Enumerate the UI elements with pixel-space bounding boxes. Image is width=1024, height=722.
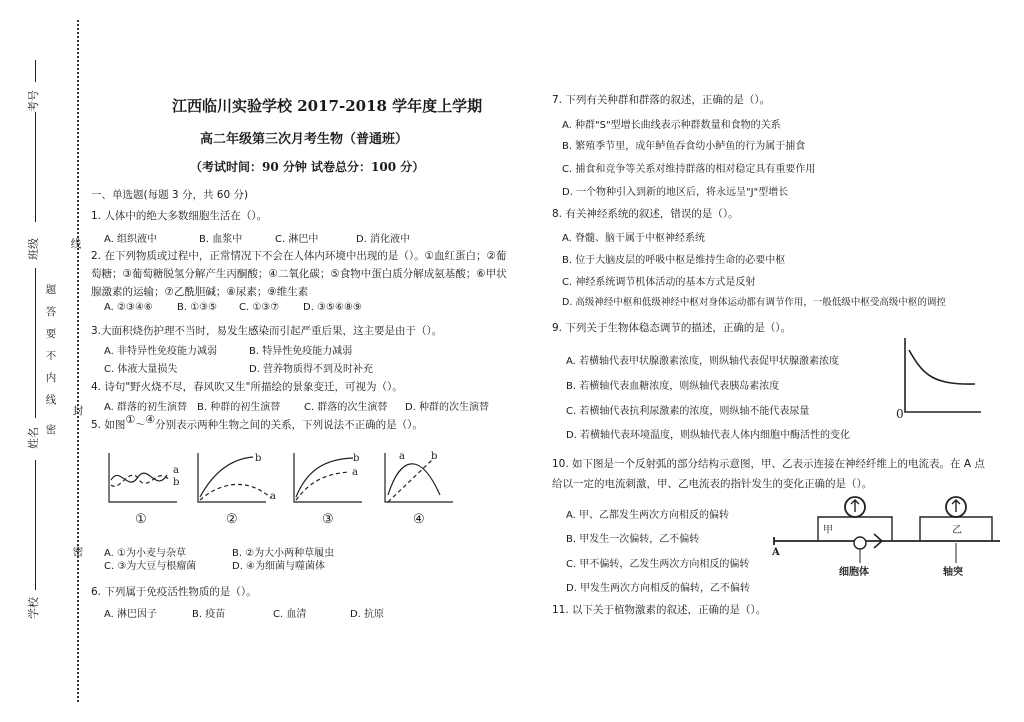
q6-stem: 6. 下列属于免疫活性物质的是（）。 xyxy=(91,586,257,598)
q3-option-a: A. 非特异性免疫能力减弱 xyxy=(104,346,218,357)
q5-stem xyxy=(91,413,423,432)
exam-subtitle: 高二年级第三次月考生物（普通班） xyxy=(200,132,409,147)
q10-cell-body xyxy=(854,537,866,549)
q2-option-b: B. ①③⑤ xyxy=(177,302,218,313)
seal-mi-2: 密 xyxy=(72,546,84,558)
q1-option-a: A. 组织液中 xyxy=(104,234,158,245)
q5-stem-post: 分别表示两种生物之间的关系，下列说法不正确的是（）。 xyxy=(155,419,423,431)
q9-stem: 9. 下列关于生物体稳态调节的描述，正确的是（）。 xyxy=(552,322,792,334)
q7-option-a: A. 种群"S"型增长曲线表示种群数量和食物的关系 xyxy=(562,120,781,131)
q5-graph-2-label-b: b xyxy=(255,453,262,464)
q5-graph-2-curve-b xyxy=(200,484,271,500)
q10-option-a: A. 甲、乙都发生两次方向相反的偏转 xyxy=(566,510,730,521)
q5-graph-1-label-a: a xyxy=(173,465,179,476)
seal-mi-1: 密 xyxy=(45,424,57,436)
q1-option-d: D. 消化液中 xyxy=(356,234,411,245)
seal-xian-1: 线 xyxy=(70,238,82,250)
q3-option-d: D. 营养物质得不到及时补充 xyxy=(249,364,374,375)
q5-graph-2-caption: ② xyxy=(226,512,238,527)
q5-graph-2-curve-a xyxy=(200,457,253,497)
exam-no-line xyxy=(35,60,36,82)
q10-option-c: C. 甲不偏转，乙发生两次方向相反的偏转 xyxy=(566,559,750,570)
q8-option-d: D. 高级神经中枢和低级神经中枢对身体运动都有调节作用，一般低级中枢受高级中枢的调控 xyxy=(562,297,946,308)
q8-option-b: B. 位于大脑皮层的呼吸中枢是维持生命的必要中枢 xyxy=(562,255,786,266)
q10-label-axon: 轴突 xyxy=(943,567,963,578)
q5-tilde: ～ xyxy=(135,420,146,431)
q6-option-a: A. 淋巴因子 xyxy=(104,609,158,620)
q1-option-c: C. 淋巴中 xyxy=(275,234,319,245)
q10-label-jia: 甲 xyxy=(823,525,833,536)
q10-option-d: D. 甲发生两次方向相反的偏转，乙不偏转 xyxy=(566,583,751,594)
q5-graph-3-caption: ③ xyxy=(322,512,334,527)
q2-option-a: A. ②③④⑥ xyxy=(104,302,153,313)
q2-line-3: 腺激素的运输；⑦乙酰胆碱；⑧尿素；⑨维生素 xyxy=(91,286,309,298)
q2-line-1: 2. 在下列物质或过程中，正常情况下不会在人体内环境中出现的是（）。①血红蛋白；②葡 xyxy=(91,250,507,262)
q2-option-c: C. ①③⑦ xyxy=(239,302,280,313)
q4-option-a: A. 群落的初生演替 xyxy=(104,402,188,413)
q5-graph-4-caption: ④ xyxy=(413,512,425,527)
q5-option-c: C. ③为大豆与根瘤菌 xyxy=(104,561,197,572)
q9-option-a: A. 若横轴代表甲状腺激素浓度，则纵轴代表促甲状腺激素浓度 xyxy=(566,356,840,367)
q5-graph-1-label-b: b xyxy=(173,477,180,488)
q2-line-2: 萄糖；③葡萄糖脱氢分解产生丙酮酸；④二氧化碳；⑤食物中蛋白质分解成氨基酸；⑥甲状 xyxy=(91,268,507,280)
q9-option-b: B. 若横轴代表血糖浓度，则纵轴代表胰岛素浓度 xyxy=(566,381,780,392)
q9-option-c: C. 若横轴代表抗利尿激素的浓度，则纵轴不能代表尿量 xyxy=(566,406,810,417)
q1-option-b: B. 血浆中 xyxy=(199,234,243,245)
q4-option-c: C. 群落的次生演替 xyxy=(304,402,388,413)
school-label: 学校 xyxy=(27,597,40,619)
q5-graph-3-label-b: b xyxy=(353,453,360,464)
q6-option-c: C. 血清 xyxy=(273,609,307,620)
q3-option-b: B. 特异性免疫能力减弱 xyxy=(249,346,353,357)
q10-label-yi: 乙 xyxy=(952,525,962,536)
class-line xyxy=(35,268,36,418)
q10-line-2: 给以一定的电流刺激，甲、乙电流表的指针发生的变化正确的是（）。 xyxy=(552,478,873,490)
q10-line-1: 10. 如下图是一个反射弧的部分结构示意图，甲、乙表示连接在神经纤维上的电流表。在 A 点 xyxy=(552,458,985,470)
q5-graph-1-curve-a xyxy=(111,473,167,482)
seal-nei: 内 xyxy=(45,372,57,384)
exam-no-label: 考号 xyxy=(27,90,40,112)
exam-title: 江西临川实验学校 2017-2018 学年度上学期 xyxy=(172,97,483,115)
q7-option-b: B. 繁殖季节里，成年鲈鱼吞食幼小鲈鱼的行为属于捕食 xyxy=(562,141,806,152)
q10-label-soma: 细胞体 xyxy=(839,567,869,578)
q5-mark-1: ① xyxy=(125,413,136,426)
seal-da: 答 xyxy=(45,306,57,318)
q5-graph-2-label-a: a xyxy=(270,491,276,502)
q8-option-a: A. 脊髓、脑干属于中枢神经系统 xyxy=(562,233,706,244)
section-heading: 一、单选题(每题 3 分，共 60 分) xyxy=(91,189,249,201)
q5-graph-3-curve-b xyxy=(296,472,349,500)
exam-info: （考试时间：90 分钟 试卷总分：100 分） xyxy=(190,160,425,174)
class-label: 班级 xyxy=(27,238,40,260)
seal-feng: 封 xyxy=(72,405,84,417)
q5-graph-4-label-a: a xyxy=(399,451,405,462)
q8-stem: 8. 有关神经系统的叙述，错误的是（）。 xyxy=(552,208,739,220)
q7-option-c: C. 捕食和竞争等关系对维持群落的相对稳定具有重要作用 xyxy=(562,164,816,175)
q5-graph-3-label-a: a xyxy=(352,467,358,478)
q3-option-c: C. 体液大量损失 xyxy=(104,364,178,375)
q1-stem: 1. 人体中的绝大多数细胞生活在（）。 xyxy=(91,210,268,222)
q4-stem: 4. 诗句"野火烧不尽，春风吹又生"所描绘的景象变迁，可视为（）。 xyxy=(91,381,403,393)
q5-graph-4-label-b: b xyxy=(431,451,438,462)
q5-option-d: D. ④为细菌与噬菌体 xyxy=(232,561,326,572)
q9-option-d: D. 若横轴代表环境温度，则纵轴代表人体内细胞中酶活性的变化 xyxy=(566,430,851,441)
q4-option-d: D. 种群的次生演替 xyxy=(405,402,490,413)
binding-dotted-line xyxy=(77,20,79,702)
name-label: 姓名 xyxy=(27,427,40,449)
q6-option-b: B. 疫苗 xyxy=(192,609,226,620)
exam-no-line-lower xyxy=(35,112,36,222)
q5-graphs xyxy=(95,445,460,530)
q5-mark-4: ④ xyxy=(145,413,156,426)
q5-graph-1-caption: ① xyxy=(135,512,147,527)
seal-yao: 要 xyxy=(45,328,57,340)
q7-stem: 7. 下列有关种群和群落的叙述，正确的是（）。 xyxy=(552,94,771,106)
q9-graph-origin: 0 xyxy=(896,407,904,421)
seal-xian-2: 线 xyxy=(45,394,57,406)
q5-option-b: B. ②为大小两种草履虫 xyxy=(232,548,335,559)
seal-bu: 不 xyxy=(45,350,57,362)
q4-option-b: B. 种群的初生演替 xyxy=(197,402,281,413)
q5-graph-4-curve-a xyxy=(388,464,440,495)
q5-graph-4-curve-b xyxy=(388,460,432,502)
q10-label-a: A xyxy=(772,547,780,558)
q2-option-d: D. ③⑤⑥⑧⑨ xyxy=(303,302,362,313)
q3-stem: 3.大面积烧伤护理不当时，易发生感染而引起严重后果，这主要是由于（）。 xyxy=(91,325,443,337)
name-line xyxy=(35,460,36,590)
q9-graph xyxy=(893,330,985,422)
q9-graph-curve xyxy=(909,350,975,384)
q8-option-c: C. 神经系统调节机体活动的基本方式是反射 xyxy=(562,277,756,288)
q5-stem-pre: 5. 如图 xyxy=(91,419,126,431)
q9-graph-axes xyxy=(905,338,981,412)
q6-option-d: D. 抗原 xyxy=(350,609,385,620)
seal-ti: 题 xyxy=(45,284,57,296)
q11-stem: 11. 以下关于植物激素的叙述，正确的是（）。 xyxy=(552,604,767,616)
q7-option-d: D. 一个物种引入到新的地区后，将永远呈"J"型增长 xyxy=(562,187,789,198)
q10-diagram xyxy=(770,493,1015,580)
q5-option-a: A. ①为小麦与杂草 xyxy=(104,548,186,559)
q10-option-b: B. 甲发生一次偏转，乙不偏转 xyxy=(566,534,700,545)
